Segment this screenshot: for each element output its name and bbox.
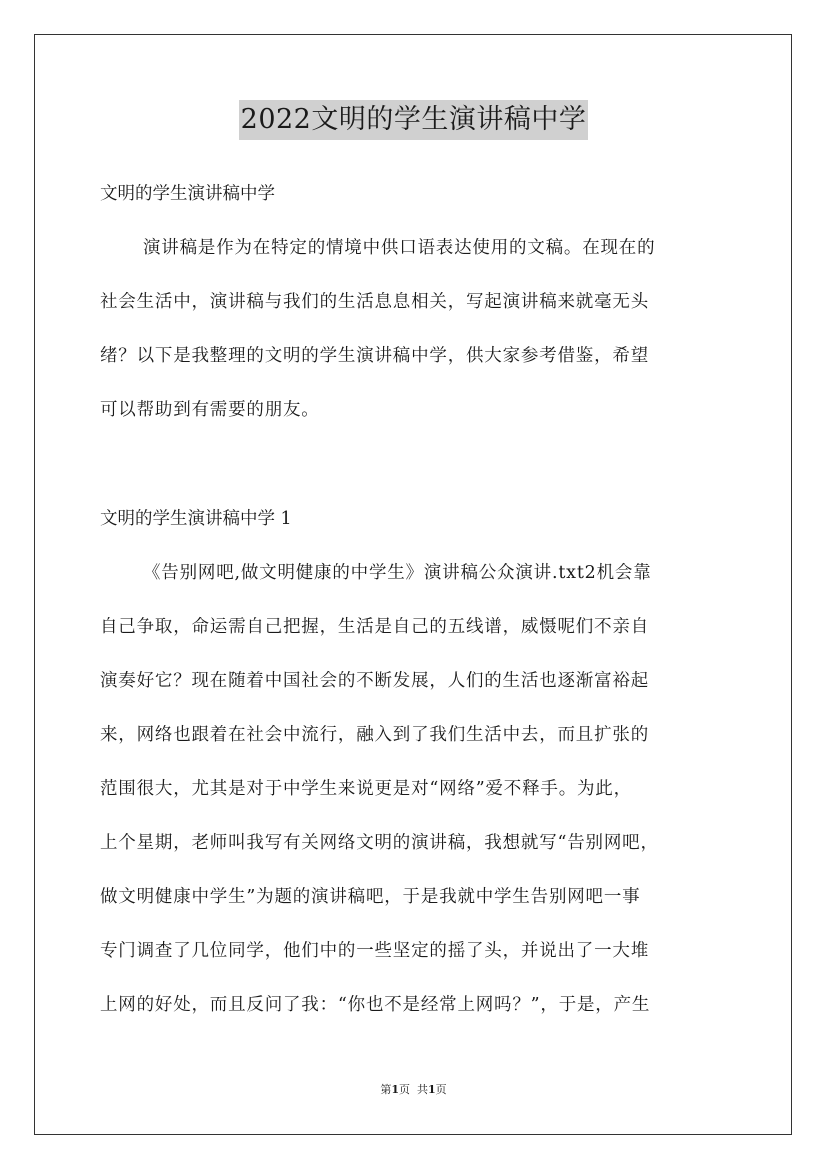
intro-line: 可以帮助到有需要的朋友。 xyxy=(100,400,320,420)
section-line: 做文明健康中学生”为题的演讲稿吧，于是我就中学生告别网吧一事 xyxy=(100,887,641,907)
section-line: 自己争取，命运需自己把握，生活是自己的五线谱，威慑呢们不亲自 xyxy=(100,617,649,637)
footer-suffix: 页 xyxy=(435,1083,447,1096)
section-line: 《告别网吧,做文明健康的中学生》演讲稿公众演讲.txt2机会靠 xyxy=(143,563,652,583)
section-line: 专门调查了几位同学，他们中的一些坚定的摇了头，并说出了一大堆 xyxy=(100,941,649,961)
current-page-number: 1 xyxy=(391,1083,399,1096)
section-heading: 文明的学生演讲稿中学 1 xyxy=(100,509,292,529)
document-title: 2022文明的学生演讲稿中学 xyxy=(239,100,589,140)
section-line: 来，网络也跟着在社会中流行，融入到了我们生活中去，而且扩张的 xyxy=(100,725,649,745)
footer-prefix: 第 xyxy=(380,1083,392,1096)
page-footer xyxy=(0,1082,827,1098)
section-line: 上个星期，老师叫我写有关网络文明的演讲稿，我想就写“告别网吧， xyxy=(100,833,659,853)
intro-line: 演讲稿是作为在特定的情境中供口语表达使用的文稿。在现在的 xyxy=(143,238,656,258)
intro-line: 社会生活中，演讲稿与我们的生活息息相关，写起演讲稿来就毫无头 xyxy=(100,292,649,312)
footer-mid: 页 共 xyxy=(399,1083,428,1096)
intro-heading: 文明的学生演讲稿中学 xyxy=(100,184,275,204)
section-line: 演奏好它？现在随着中国社会的不断发展，人们的生活也逐渐富裕起 xyxy=(100,671,649,691)
intro-line: 绪？以下是我整理的文明的学生演讲稿中学，供大家参考借鉴，希望 xyxy=(100,346,649,366)
section-line: 上网的好处，而且反问了我：“你也不是经常上网吗？”，于是，产生 xyxy=(100,995,651,1015)
section-line: 范围很大，尤其是对于中学生来说更是对“网络”爱不释手。为此， xyxy=(100,779,632,799)
total-page-number: 1 xyxy=(428,1083,436,1096)
title-container xyxy=(0,100,827,140)
